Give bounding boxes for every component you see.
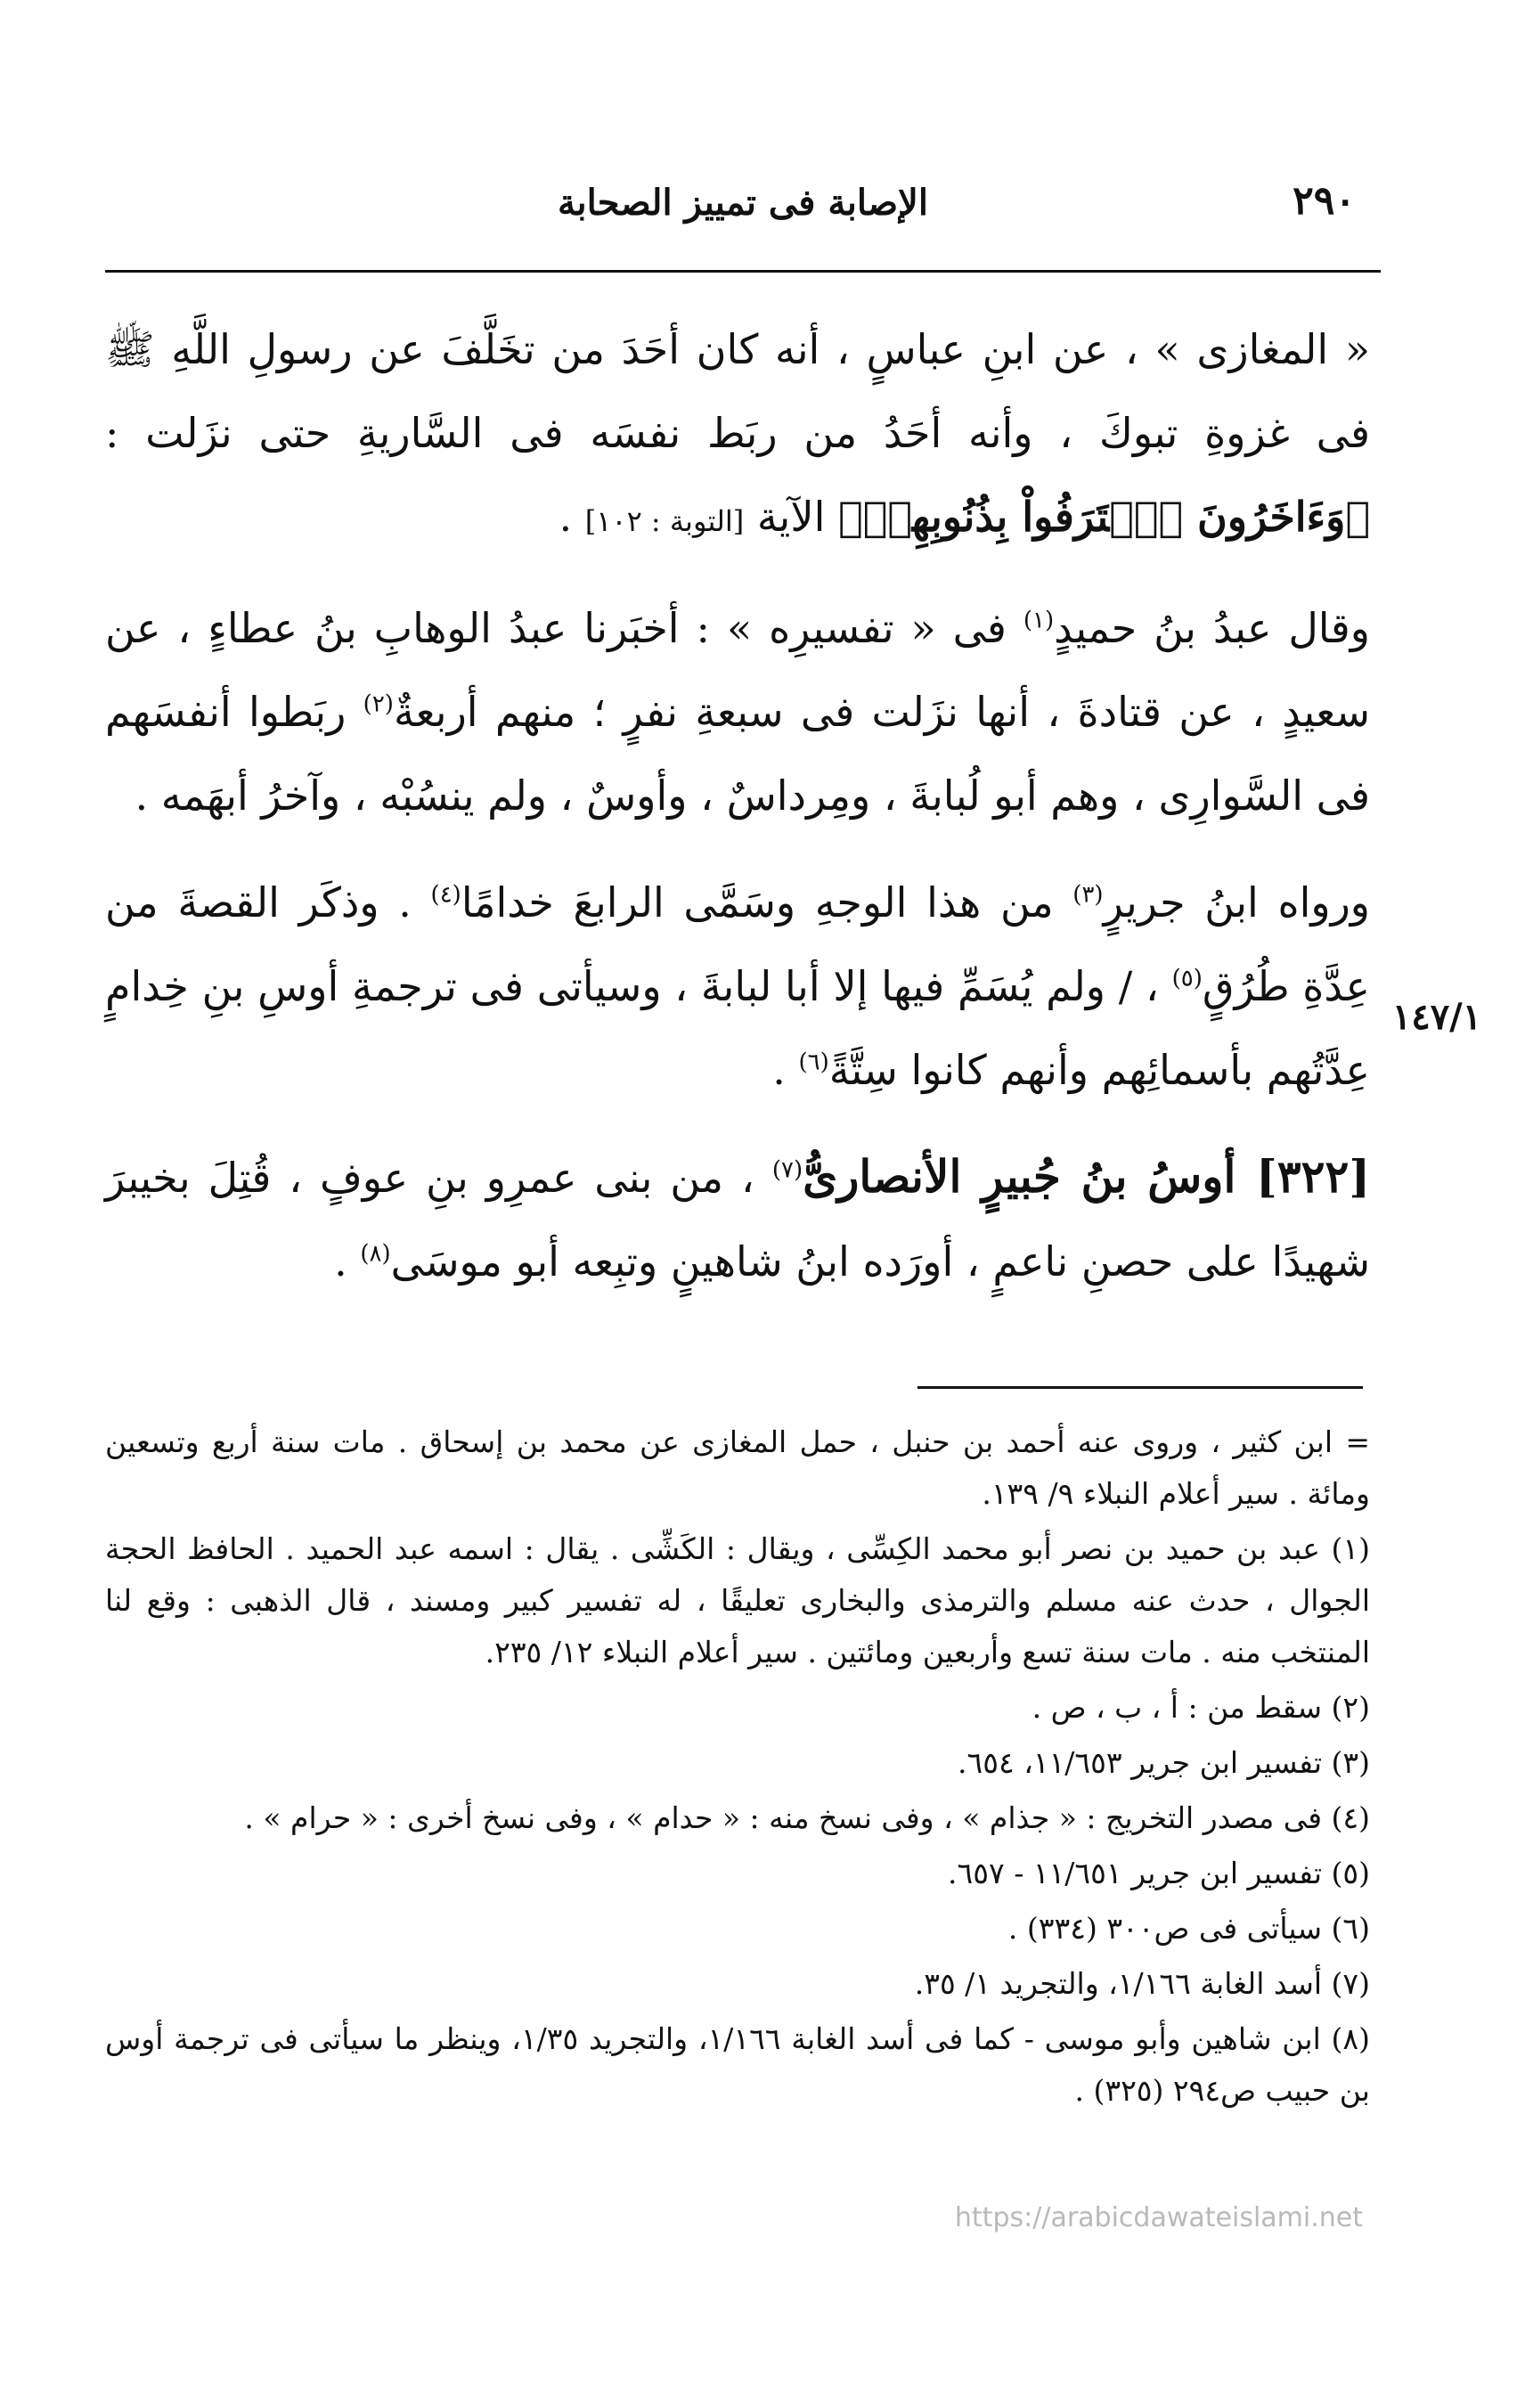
footnote-5: (٥) تفسير ابن جرير ١١/٦٥١ - ٦٥٧.: [948, 1856, 1370, 1890]
paragraph-text: ، من بنى عمرِو بنِ عوفٍ ، قُتِلَ بخيبرَ شهيدًا على حصنِ ناعمٍ ، أورَده ابنُ شاهينٍ وتبِعه أبو موسَى: [105, 1154, 1370, 1286]
entry-heading: [٣٢٢] أوسُ بنُ جُبيرٍ الأنصارىُّ: [803, 1150, 1371, 1203]
paragraph-2: [105, 586, 1370, 837]
entry-paragraph: [105, 1135, 1370, 1303]
paragraph-text: « المغازى » ، عن ابنِ عباسٍ ، أنه كان أحَدَ من تخَلَّفَ عن رسولِ اللَّهِ ﷺ فى غزوةِ تبوكَ ، وأنه أحَدُ من ربَط نفسَه فى السَّاريةِ حتى نزَلت :: [105, 325, 1370, 457]
quran-verse: ﴿وَءَاخَرُونَ ٱعۡتَرَفُواْ بِذُنُوبِهِمۡ﴾: [837, 493, 1370, 541]
page-number: ٢٩٠: [1293, 178, 1356, 224]
footnote-marker[interactable]: (٥): [1171, 965, 1203, 992]
watermark-url: https://arabicdawateislami.net: [954, 2202, 1363, 2233]
footnote-2: (٢) سقط من : أ ، ب ، ص .: [1032, 1690, 1370, 1725]
footnote-marker[interactable]: (٦): [798, 1049, 829, 1076]
footnote-3: (٣) تفسير ابن جرير ١١/٦٥٣، ٦٥٤.: [958, 1745, 1370, 1780]
footnote-marker[interactable]: (١): [1023, 607, 1055, 634]
footnote-6: (٦) سيأتى فى ص٣٠٠ (٣٣٤) .: [1007, 1911, 1370, 1946]
paragraph-text: .: [772, 1046, 786, 1094]
paragraph-text: ورواه ابنُ جريرٍ: [1103, 878, 1371, 926]
paragraph-text: وقال عبدُ بنُ حميدٍ: [1054, 604, 1370, 652]
footnote-marker[interactable]: (٣): [1072, 881, 1104, 909]
paragraph-3: [105, 861, 1370, 1112]
footnote-7: (٧) أسد الغابة ١/١٦٦، والتجريد ١/ ٣٥.: [914, 1966, 1370, 2001]
footnote-marker[interactable]: (٤): [430, 881, 461, 909]
running-title: الإصابة فى تمييز الصحابة: [558, 182, 928, 224]
margin-reference: ١٤٧/١: [1391, 996, 1482, 1038]
footnote-marker[interactable]: (٢): [363, 690, 394, 718]
paragraph-text: . وذكَر القصةَ من عِدَّةِ طُرُقٍ: [105, 878, 1370, 1010]
paragraph-text: فى « تفسيرِه » : أخبَرنا عبدُ الوهابِ بنُ عطاءٍ ، عن سعيدٍ ، عن قتادةَ ، أنها نزَلت فى سبعةِ نفرٍ ؛ منهم أربعةٌ: [105, 604, 1371, 736]
main-text: [105, 307, 1370, 1303]
paragraph-text: ، / ولم يُسَمِّ فيها إلا أبا لبابةَ ، وسيأتى فى ترجمةِ أوسِ بنِ خِدامٍ عِدَّتُهم بأسمائِهم وأنهم كانوا سِتَّةً: [105, 962, 1370, 1094]
footnote-4: (٤) فى مصدر التخريج : « جذام » ، وفى نسخ منه : « حدام » ، وفى نسخ أخرى : « حرام » .: [244, 1800, 1370, 1835]
paragraph-text: ربَطوا أنفسَهم فى السَّوارِى ، وهم أبو لُبابةَ ، ومِرداسٌ ، وأوسٌ ، ولم ينسُبْه ، وآخرُ أبهَمه .: [105, 688, 1370, 820]
footnote-marker[interactable]: (٨): [360, 1240, 391, 1268]
paragraph-1: [105, 307, 1370, 563]
header-divider: [105, 270, 1381, 273]
footnote-8: (٨) ابن شاهين وأبو موسى - كما فى أسد الغابة ١/١٦٦، والتجريد ١/٣٥، وينظر ما سيأتى فى ترجمة أوس بن حبيب ص٢٩٤ (٣٢٥) .: [105, 2021, 1371, 2108]
footnote-continuation: = ابن كثير ، وروى عنه أحمد بن حنبل ، حمل المغازى عن محمد بن إسحاق . مات سنة أربع وتسعين ومائة . سير أعلام النبلاء ٩/ ١٣٩.: [105, 1424, 1370, 1511]
paragraph-text: من هذا الوجهِ وسَمَّى الرابعَ خدامًا: [461, 878, 1054, 926]
verse-reference: [التوبة : ١٠٢]: [584, 504, 745, 538]
footnotes-section: [105, 1416, 1370, 2120]
footnote-divider: [917, 1386, 1363, 1389]
page-header: [105, 178, 1381, 258]
footnote-1: (١) عبد بن حميد بن نصر أبو محمد الكِسِّى ، ويقال : الكَشِّى . يقال : اسمه عبد الحميد . الحافظ الحجة الجوال ، حدث عنه مسلم والترمذى والبخارى تعليقًا ، له تفسير كبير ومسند ، قال الذهبى : وقع لنا المنتخب منه . مات سنة تسع وأربعين ومائتين . سير أعلام النبلاء ١٢/ ٢٣٥.: [105, 1531, 1370, 1669]
paragraph-text: الآية: [744, 493, 826, 541]
footnote-marker[interactable]: (٧): [771, 1156, 803, 1184]
paragraph-text: .: [334, 1237, 347, 1286]
paragraph-text: .: [559, 493, 573, 541]
